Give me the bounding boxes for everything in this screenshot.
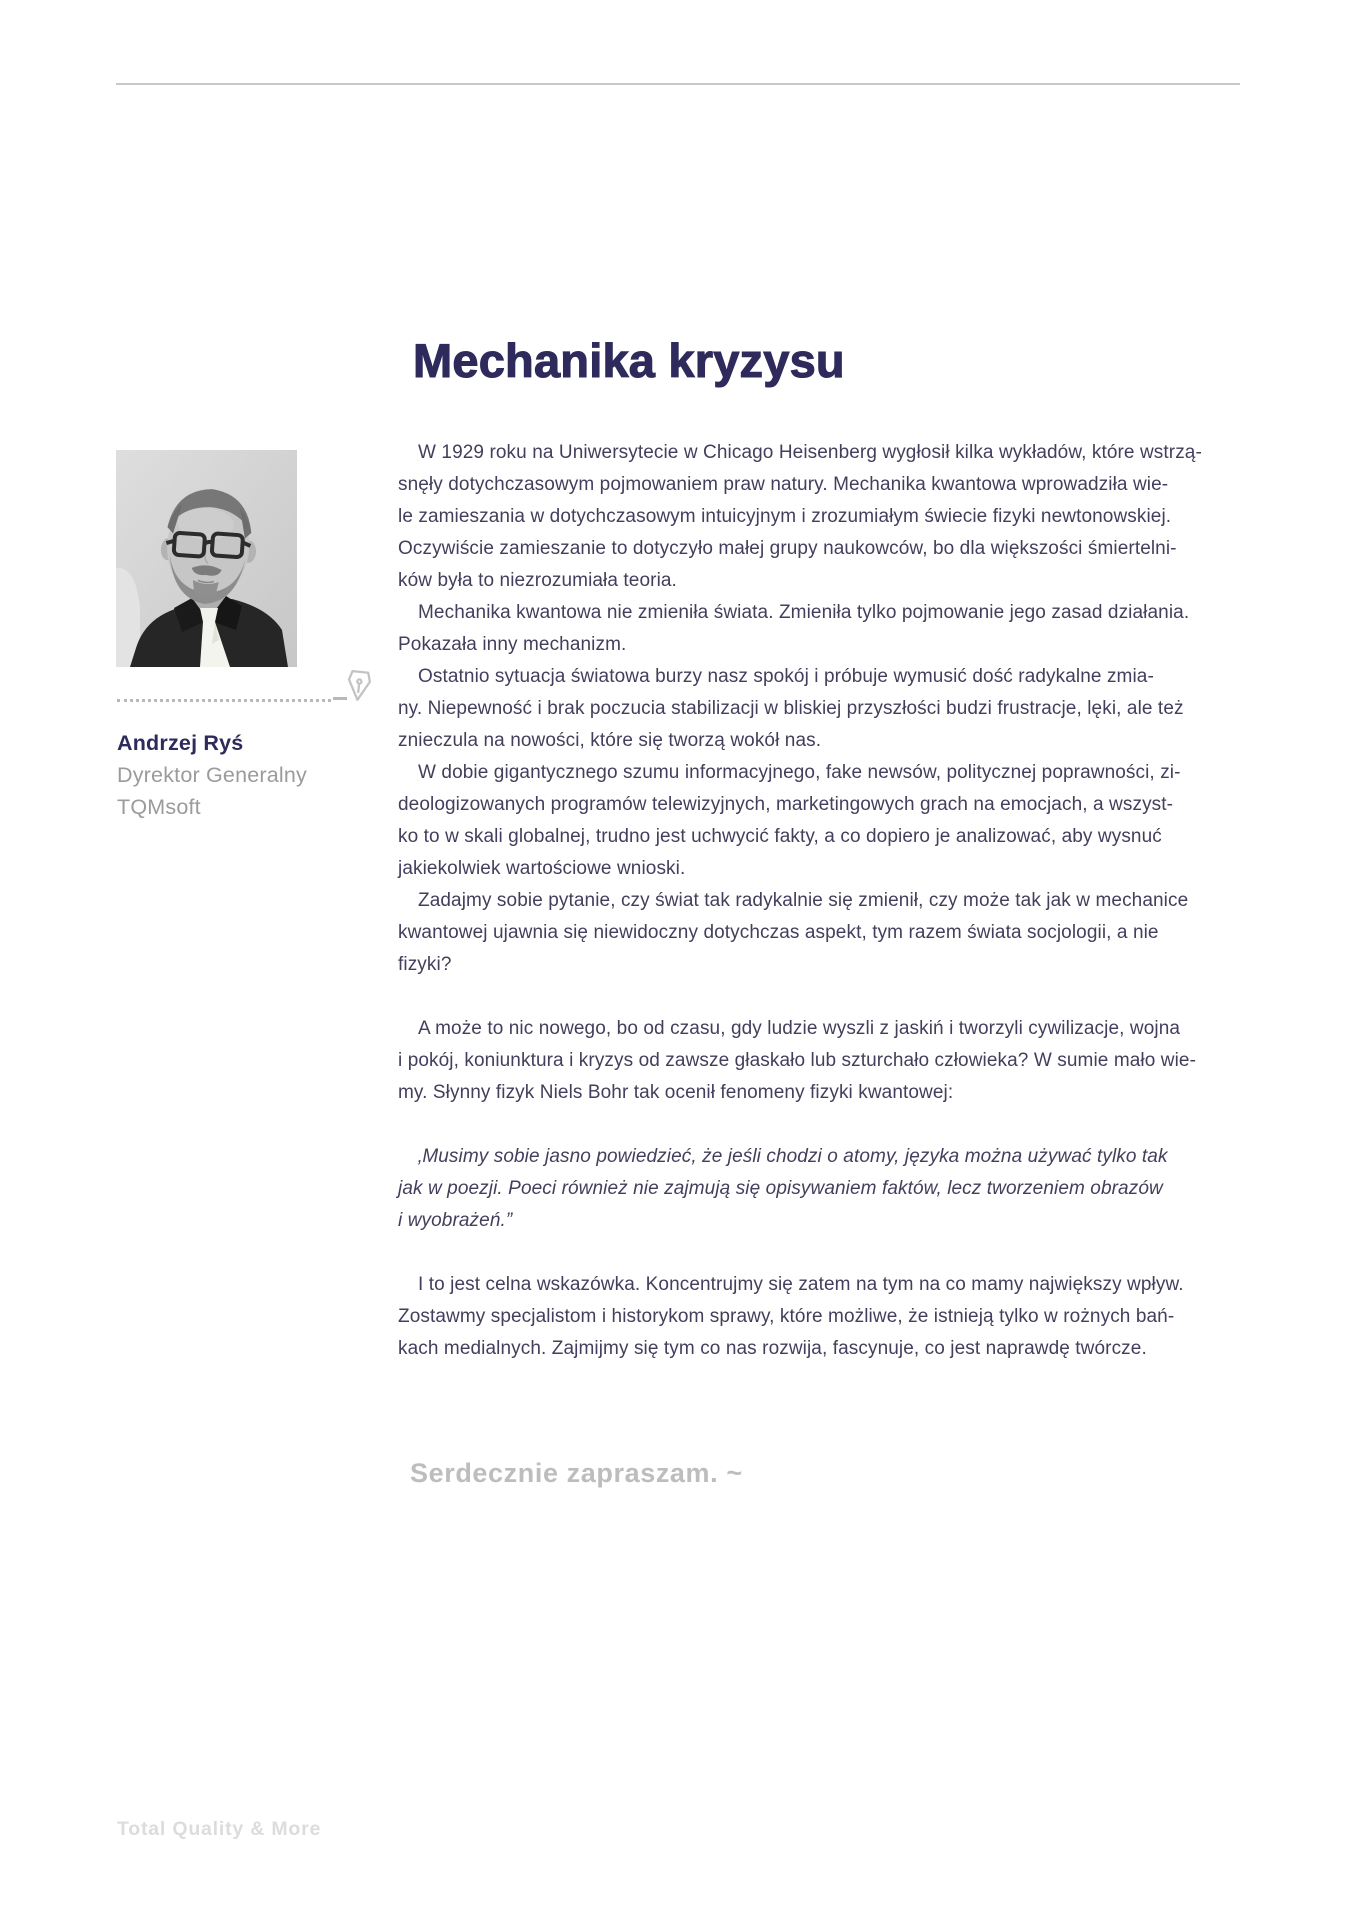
body-line: W dobie gigantycznego szumu informacyjnego, fake newsów, politycznej poprawności, zi- [418, 762, 1181, 783]
author-company: TQMsoft [117, 795, 201, 819]
body-paragraph [398, 757, 1260, 885]
body-line: le zamieszania w dotychczasowym intuicyjnym i zrozumiałym świecie fizyki newtonowskiej. [398, 506, 1172, 527]
author-role: Dyrektor Generalny [117, 763, 308, 787]
body-line: Mechanika kwantowa nie zmieniła świata. Zmieniła tylko pojmowanie jego zasad działania. [418, 602, 1190, 623]
body-line: ny. Niepewność i brak poczucia stabilizacji w bliskiej przyszłości budzi frustracje, lęki, ale też [398, 698, 1184, 719]
top-divider [116, 83, 1240, 85]
signature-rule [117, 664, 377, 704]
body-line: A może to nic nowego, bo od czasu, gdy ludzie wyszli z jaskiń i tworzyli cywilizacje, wojna [418, 1018, 1181, 1039]
body-line: Ostatnio sytuacja światowa burzy nasz spokój i próbuje wymusić dość radykalne zmia- [418, 666, 1154, 687]
body-line: deologizowanych programów telewizyjnych, marketingowych grach na emocjach, a wszyst- [398, 794, 1174, 815]
pen-nib-icon [345, 666, 373, 704]
author-photo-image [116, 450, 297, 667]
author-name: Andrzej Ryś [117, 731, 244, 755]
article-body [398, 437, 1260, 1365]
body-line: fizyki? [398, 954, 452, 975]
body-paragraph [398, 885, 1260, 981]
body-paragraph [398, 661, 1260, 757]
author-block [117, 727, 307, 823]
signoff-text: Serdecznie zapraszam. ~ [410, 1458, 743, 1488]
body-line: my. Słynny fizyk Niels Bohr tak ocenił fenomeny fizyki kwantowej: [398, 1082, 954, 1103]
body-line: Zostawmy specjalistom i historykom sprawy, które możliwe, że istnieją tylko w rożnych bań- [398, 1306, 1175, 1327]
body-line: ko to w skali globalnej, trudno jest uchwycić fakty, a co dopiero je analizować, aby wysnuć [398, 826, 1162, 847]
body-paragraph [398, 437, 1260, 597]
body-line: ‚Musimy sobie jasno powiedzieć, że jeśli chodzi o atomy, języka można używać tylko tak [418, 1146, 1168, 1167]
dotted-line [117, 696, 331, 702]
body-line: snęły dotychczasowym pojmowaniem praw natury. Mechanika kwantowa wprowadziła wie- [398, 474, 1169, 495]
quote-paragraph [398, 1141, 1260, 1237]
body-line: I to jest celna wskazówka. Koncentrujmy się zatem na tym na co mamy największy wpływ. [418, 1274, 1184, 1295]
page-title: Mechanika kryzysu [413, 334, 845, 388]
body-line: i pokój, koniunktura i kryzys od zawsze głaskało lub szturchało człowieka? W sumie mało wie- [398, 1050, 1197, 1071]
body-line: i wyobrażeń.” [398, 1210, 513, 1231]
body-line: Oczywiście zamieszanie to dotyczyło małej grupy naukowców, bo dla większości śmiertelni- [398, 538, 1177, 559]
body-paragraph [398, 1269, 1260, 1365]
body-line: ków była to niezrozumiała teoria. [398, 570, 677, 591]
body-line: Zadajmy sobie pytanie, czy świat tak radykalnie się zmienił, czy może tak jak w mechanice [418, 890, 1189, 911]
body-line: znieczula na nowości, które się tworzą wokół nas. [398, 730, 822, 751]
body-line: kwantowej ujawnia się niewidoczny dotychczas aspekt, tym razem świata socjologii, a nie [398, 922, 1159, 943]
body-paragraph [398, 1013, 1260, 1109]
body-line: jakiekolwiek wartościowe wnioski. [398, 858, 686, 879]
footer-brand: Total Quality & More [117, 1818, 322, 1840]
body-line: W 1929 roku na Uniwersytecie w Chicago Heisenberg wygłosił kilka wykładów, które wstrzą- [418, 442, 1202, 463]
body-line: kach medialnych. Zajmijmy się tym co nas rozwija, fascynuje, co jest naprawdę twórcze. [398, 1338, 1147, 1359]
body-line: jak w poezji. Poeci również nie zajmują się opisywaniem faktów, lecz tworzeniem obrazów [398, 1178, 1163, 1199]
author-photo [116, 450, 297, 667]
body-line: Pokazała inny mechanizm. [398, 634, 627, 655]
body-paragraph [398, 597, 1260, 661]
